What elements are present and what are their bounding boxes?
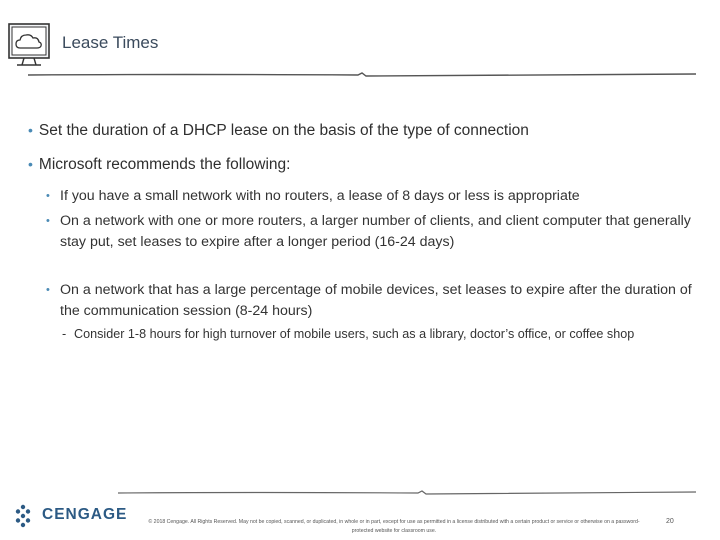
title-divider <box>28 66 696 80</box>
sub-bullet-item <box>46 280 696 321</box>
copyright-notice: © 2018 Cengage. All Rights Reserved. May not be copied, scanned, or duplicated, in whole or in part, except for use as permitted in a license distributed with a certain product or service or otherwise on a password-protected website for classroom use. <box>148 519 640 534</box>
sub-bullet-marker: • <box>46 215 50 227</box>
sub-bullet-marker: • <box>46 190 50 202</box>
bullet-marker: • <box>28 156 33 172</box>
cengage-logo-icon <box>14 504 32 528</box>
bullet-item <box>28 156 290 174</box>
sub-sub-bullet-marker: - <box>62 327 67 341</box>
page-number: 20 <box>666 518 674 525</box>
sub-bullet-text: If you have a small network with no routers, a lease of 8 days or less is appropriate <box>60 188 580 204</box>
sub-bullet-item <box>46 211 696 252</box>
slide-title: Lease Times <box>62 33 159 52</box>
bullet-text: Set the duration of a DHCP lease on the basis of the type of connection <box>38 122 529 139</box>
sub-bullet-text: On a network with one or more routers, a larger number of clients, and client computer that generally stay put, set leases to expire after a longer period (16-24 days) <box>60 213 691 250</box>
bullet-text: Microsoft recommends the following: <box>38 156 291 173</box>
sub-sub-bullet-text: Consider 1-8 hours for high turnover of mobile users, such as a library, doctor’s office, or coffee shop <box>74 327 635 341</box>
bullet-marker: • <box>28 122 33 138</box>
sub-sub-bullet-item <box>62 325 662 343</box>
cloud-monitor-icon <box>6 20 56 70</box>
sub-bullet-marker: • <box>46 284 50 296</box>
footer-divider <box>118 486 696 500</box>
sub-bullet-item <box>46 186 696 207</box>
brand-name: CENGAGE <box>42 506 128 523</box>
bullet-item <box>28 122 529 140</box>
sub-bullet-text: On a network that has a large percentage of mobile devices, set leases to expire after the duration of the communication session (8-24 hours) <box>60 282 692 319</box>
